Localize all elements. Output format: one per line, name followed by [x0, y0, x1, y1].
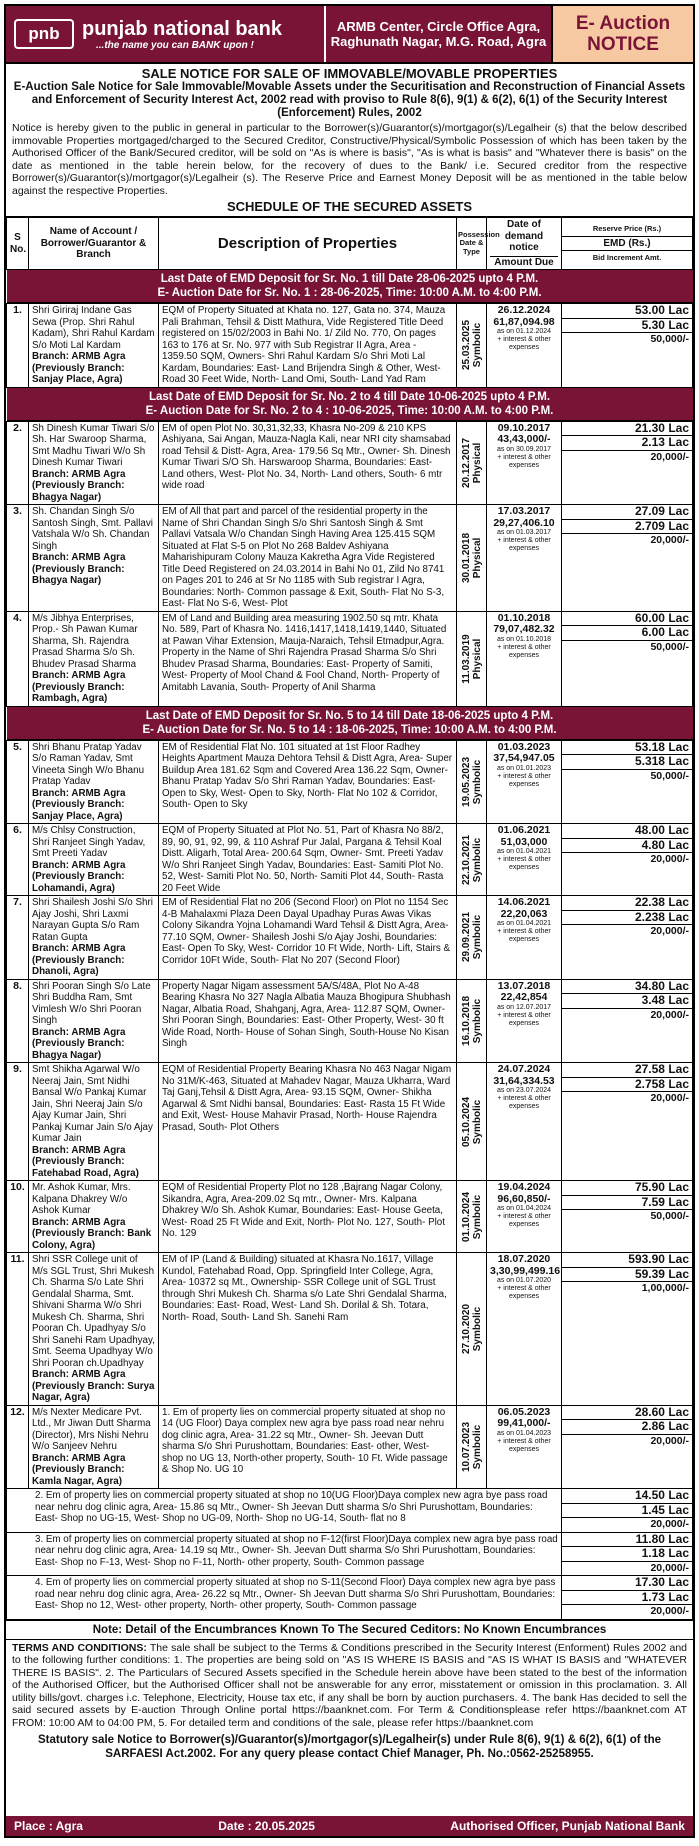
possession-type: Physical: [471, 638, 483, 679]
amount-due: 29,27,406.10: [493, 516, 555, 529]
borrower-names: Shri Giriraj Indane Gas Sewa (Prop. Shri Rahul Kadam), Shri Rahul Kardam S/o Moti Lal Kardam: [32, 305, 155, 351]
col-amount-due: Amount Due: [490, 256, 558, 269]
amount-as-on: as on 01.01.2023: [496, 764, 552, 772]
reserve-price: 11.80 Lac: [562, 1533, 692, 1548]
row-possession: [457, 304, 487, 388]
row-possession: [457, 1253, 487, 1406]
row-sno: 1.: [7, 304, 29, 388]
amount-as-on: as on 01.04.2021: [496, 848, 552, 855]
extra-property-description: 4. Em of property lies on commercial property situated at shop no S-11(Second Floor) Daya complex new agra bye pass road near nehru dog clinic agra, Area- 26.22 sq Mtr., Owner- Sh Jeevan Dutt sharma S/o Shri Purushottam, Boundaries: East- Shop no 12, West- other property, North- other property, South- Common passage: [7, 1576, 562, 1620]
emd-amount: 2.758 Lac: [562, 1078, 692, 1093]
row-possession: [457, 896, 487, 980]
interest-note: + interest & other expenses: [497, 1213, 551, 1228]
possession-text: [461, 438, 483, 488]
auction-band-1-text: [7, 270, 693, 303]
emd-amount: 2.13 Lac: [562, 436, 692, 451]
row-description: EM of Residential Flat No. 101 situated at 1st Floor Radhey Heights Apartment Mauza Dehtora Tehsil & Distt Agra, Area- Super Buildup Area 181.62 Sqm and Covered Area 136.22 Sqm, Owner- Bhanu Pratap Yadav S/o Shri Raman Yadav, Boundaries: East- Open to Sky, West- Open to Sky, North- Flat No 102 & Corridor, South- Open to Sky: [159, 740, 457, 824]
borrower-branch: Branch: ARMB Agra (Previously Branch: Sanjay Place, Agra): [32, 351, 126, 385]
possession-date: 11.03.2019: [460, 633, 472, 684]
table-row: [7, 1181, 693, 1253]
row-borrower: [29, 304, 159, 388]
footer-officer: Authorised Officer, Punjab National Bank: [450, 1819, 685, 1833]
extra-property-row: [7, 1576, 693, 1620]
possession-type: Symbolic: [471, 1424, 483, 1469]
extra-property-reserve: [562, 1532, 693, 1576]
bid-increment: 20,000/-: [650, 1092, 689, 1104]
row-borrower: [29, 1405, 159, 1489]
col-emd: EMD (Rs.): [562, 237, 692, 252]
demand-date: 26.12.2024: [497, 304, 551, 316]
row-sno: 7.: [7, 896, 29, 980]
row-description: EQM of Property Situated at Khata no. 127, Gata no. 374, Mauza Pali Brahman, Tehsil & Distt Mathura, Vide Registered Title Deed registered on 15/02/2003 in Bahi No. 1/ Zild No. 770, On pages 163 to 176 at Sr. No. 977 with Sub Registrar II Agra, Area - 1359.50 SQM, Owners- Shri Rahul Kardam S/o Shri Moti Lal Kardam, Boundaries: East- Land Brijendra Singh & Other, West- Road 30 Feet Wide, North- Land Omi, South- Land Yad Ram: [159, 304, 457, 388]
interest-note: + interest & other expenses: [497, 928, 551, 943]
table-header-row: [7, 218, 693, 270]
amount-due: 22,42,854: [500, 991, 548, 1003]
borrower-names: Smt Shikha Agarwal W/o Neeraj Jain, Smt Nidhi Bansal W/o Pankaj Kumar Jain, Shri Neeraj Jain S/o Ajay Kumar Jain, Shri Pankaj Kumar Jain S/o Ajay Kumar Jain: [32, 1064, 153, 1144]
extra-property-reserve: [562, 1489, 693, 1533]
demand-date: 14.06.2021: [497, 896, 551, 908]
row-demand: [487, 824, 562, 896]
demand-date: 18.07.2020: [497, 1253, 551, 1265]
row-sno: 12.: [7, 1405, 29, 1489]
reserve-price: 75.90 Lac: [562, 1181, 692, 1196]
extra-property-row: [7, 1489, 693, 1533]
row-borrower: [29, 1253, 159, 1406]
row-sno: 6.: [7, 824, 29, 896]
possession-text: [461, 834, 483, 884]
row-possession: [457, 505, 487, 612]
reserve-price: 14.50 Lac: [562, 1489, 692, 1504]
badge-line-2: NOTICE: [587, 34, 659, 55]
extra-property-row: [7, 1532, 693, 1576]
borrower-names: Shri SSR College unit of M/s SGL Trust, Shri Mukesh Ch. Sharma S/o Late Shri Gendalal Sharma, Smt. Shivani Sharma W/o Shri Mukesh Ch. Sharma, Shri Pooran Ch. Upadhyay S/o Shri Sanehi Ram Upadhyay, Smt. Seema Upadhyay W/o Shri Pooran ch.Upadhyay: [32, 1254, 155, 1369]
amount-due: 37,54,947.05: [493, 752, 555, 764]
reserve-price: 593.90 Lac: [562, 1253, 692, 1268]
row-description: EM of Residential Flat no 206 (Second Floor) on Plot no 1154 Sec 4-B Mahalaxmi Plaza Deen Dayal Upadhay Puras Awas Vikas Colony Sikandra Yojna Lohamandi Ward Tehsil & Distt Agra, Area- 77.10 SQM, Owner- Shailesh Joshi S/o Ajay Joshi, Boundaries: East- Open To Sky, West- Corridor 10 Ft Wide, North- Lift, Stairs & Corridor 10Ft Wide, South- Flat No 207 (Second Floor): [159, 896, 457, 980]
statutory-notice: Statutory sale Notice to Borrower(s)/Guarantor(s)/mortgagor(s)/Legalheir(s) under Rule 8(6), 9(1) & 6(2), 6(1) of the SARFAESI Act.2002. For any query please contact Chief Manager, Ph. No.:0562-25258955.: [37, 1734, 661, 1760]
bid-increment: 20,000/-: [650, 1008, 689, 1021]
row-sno: 11.: [7, 1253, 29, 1406]
amount-due: 99,41,000/-: [497, 1417, 551, 1429]
col-demand: [487, 218, 562, 270]
row-description: EM of open Plot No. 30,31,32,33, Khasra No-209 & 210 KPS Ashiyana, Sai Angan, Mauza-Nagla Kali, near NRI city shamsabad road Tehsil & Distt- Agra, Area- 179.56 Sq Mtr., Owner- Sh. Dinesh Kumar Tiwari S/O Sh. Harswaroop Sharma, Boundaries: East- Land others, West- Plot No. 34, North- Land others, South- 6 mtr wide road: [159, 421, 457, 505]
emd-amount: 2.86 Lac: [562, 1420, 692, 1435]
borrower-names: Mr. Ashok Kumar, Mrs. Kalpana Dhakrey W/o Ashok Kumar: [32, 1182, 131, 1216]
possession-text: [461, 1304, 483, 1354]
reserve-price: 53.18 Lac: [562, 741, 692, 756]
row-borrower: [29, 505, 159, 612]
row-possession: [457, 421, 487, 505]
possession-type: Symbolic: [471, 1194, 483, 1239]
borrower-names: Shri Pooran Singh S/o Late Shri Buddha Ram, Smt Vimlesh W/o Shri Pooran Singh: [32, 980, 151, 1026]
borrower-names: Shri Shailesh Joshi S/o Shri Ajay Joshi, Shri Laxmi Narayan Gupta S/o Ram Ratan Gupta: [32, 897, 153, 943]
row-demand: [487, 896, 562, 980]
row-possession: [457, 1181, 487, 1253]
office-address: ARMB Center, Circle Office Agra, Raghunath Nagar, M.G. Road, Agra: [324, 6, 553, 62]
amount-as-on: as on 23.07.2024: [496, 1087, 552, 1094]
row-sno: 8.: [7, 979, 29, 1063]
row-description: EQM of Residential Property Bearing Khasra No 463 Nagar Nigam No 31M/K-463, Situated at Mahadev Nagar, Mauza Ukharra, Ward Taj Ganj,Tehsil & Distt Agra, Area- 93.15 SQM, Owner- Shikha Agarwal & Smt Nidhi bansal, Boundaries: East- Rasta 15 Ft Wide and Exit, West- House Mahavir Prasad, North- House Rajendra Prasad, South- Plot Others: [159, 1063, 457, 1181]
row-borrower: [29, 1181, 159, 1253]
borrower-branch: Branch: ARMB Agra (Previously Branch: Lohamandi, Agra): [32, 859, 126, 894]
borrower-names: Shri Bhanu Pratap Yadav S/o Raman Yadav, Smt Vineeta Singh W/o Bhanu Pratap Yadav: [32, 741, 145, 787]
amount-as-on: as on 01.04.2024: [496, 1205, 552, 1212]
extra-property-description: 2. Em of property lies on commercial property situated at shop no 10(UG Floor)Daya complex new agra bye pass road near nehru dog clinic agra, Area- 15.86 sq Mtr., Owner- Sh Jeevan Dutt sharma S/o Shri Purushottam, Boundaries: East- Shop no UG-15, West- Shop no UG-09, North- Shop no UG-14, South- flat no 8: [7, 1489, 562, 1533]
sale-subtitle: E-Auction Sale Notice for Sale Immovable/Movable Assets under the Securitisation and Reconstruction of Financial Assets and Enforcement of Security Interest Act, 2002 read with proviso to Rule 8(6), 9(1) & 6(2), 6(1) of the Security Interest (Enforcement) Rules, 2002: [13, 81, 686, 119]
borrower-names: Sh. Chandan Singh S/o Santosh Singh, Smt. Pallavi Vatshala W/o Sh. Chandan Singh: [32, 506, 153, 552]
row-description: EM of All that part and parcel of the residential property in the Name of Shri Chandan Singh S/o Shri Santosh Singh & Smt Pallavi Vatsala W/o Chandan Singh Having Area 125.415 SQM Situated at Flat S-5 on Plot No 268 Baldev Ashiyana Maharishipuram Colony Mauza Kakretha Agra Vide Registered Title Deed Registered on 24.03.2014 in Bahi No 01, Zild No 8741 on Pages 201 to 246 at Sr No 1185 with Sub registrar I Agra, Boundaries: North- Common passage & Exit, South- Flat No S-3, East- Flat No S-6, West- Plot: [159, 505, 457, 612]
row-reserve: [562, 896, 693, 980]
bid-increment: 50,000/-: [650, 640, 689, 653]
reserve-price: 27.09 Lac: [562, 505, 692, 520]
auction-band-3-text: [7, 707, 693, 740]
auction-band-2-text: [7, 388, 693, 421]
demand-date: 19.04.2024: [497, 1181, 551, 1193]
bid-increment: 20,000/-: [650, 853, 689, 865]
footer: [6, 1816, 693, 1836]
row-reserve: [562, 304, 693, 388]
bank-logo: [6, 6, 324, 62]
amount-due: 61,87,094.98: [493, 315, 555, 328]
possession-type: Symbolic: [471, 915, 483, 960]
reserve-price: 53.00 Lac: [562, 304, 692, 319]
schedule-title: SCHEDULE OF THE SECURED ASSETS: [6, 197, 693, 217]
possession-date: 16.10.2018: [460, 995, 472, 1046]
possession-text: [461, 996, 483, 1046]
row-demand: [487, 1181, 562, 1253]
borrower-names: M/s Chlsy Construction, Shri Ranjeet Singh Yadav, Smt Preeti Yadav: [32, 825, 146, 859]
row-reserve: [562, 1253, 693, 1406]
row-possession: [457, 740, 487, 824]
emd-amount: 3.48 Lac: [562, 994, 692, 1009]
amount-as-on: as on 30.09.2017: [496, 445, 552, 453]
possession-date: 22.10.2021: [460, 834, 472, 885]
possession-type: Physical: [471, 442, 483, 484]
interest-note: + interest & other expenses: [497, 856, 551, 871]
emd-amount: 1.73 Lac: [562, 1591, 692, 1606]
amount-as-on: as on 01.07.2020: [496, 1277, 552, 1284]
possession-type: Physical: [471, 537, 483, 579]
row-demand: [487, 304, 562, 388]
possession-type: Symbolic: [471, 998, 483, 1043]
bank-tagline: ...the name you can BANK upon !: [96, 39, 254, 51]
amount-due: 43,43,000/-: [497, 433, 551, 445]
table-row: [7, 1063, 693, 1181]
row-reserve: [562, 824, 693, 896]
row-borrower: [29, 421, 159, 505]
notice-page: [4, 4, 695, 1838]
row-possession: [457, 1405, 487, 1489]
row-borrower: [29, 896, 159, 980]
demand-date: 01.03.2023: [497, 740, 551, 753]
possession-type: Symbolic: [471, 1099, 483, 1144]
badge-line-1: E- Auction: [575, 13, 671, 34]
row-demand: [487, 1253, 562, 1406]
borrower-branch: Branch: ARMB Agra (Previously Branch: Rambagh, Agra): [32, 670, 126, 704]
bid-increment: 50,000/-: [650, 333, 689, 345]
schedule-table: [6, 217, 693, 1620]
eauction-badge: [553, 6, 693, 62]
auction-band-3-line-2: E- Auction Date for Sr. No. 5 to 14 : 18-06-2025, Time: 10:00 A.M. to 4:00 P.M.: [142, 723, 557, 736]
table-row: [7, 1253, 693, 1406]
interest-note: + interest & other expenses: [497, 453, 551, 469]
borrower-branch: Branch: ARMB Agra (Previously Branch: Bhagya Nagar): [32, 552, 126, 586]
possession-date: 05.10.2024: [460, 1096, 472, 1147]
bid-increment: 20,000/-: [650, 1605, 689, 1617]
borrower-branch: Branch: ARMB Agra (Previously Branch: Dhanoli, Agra): [32, 943, 126, 977]
row-demand: [487, 1405, 562, 1489]
table-row: [7, 979, 693, 1063]
table-row: [7, 1405, 693, 1489]
possession-type: Symbolic: [471, 837, 483, 882]
row-description: EQM of Residential Property Plot no 128 ,Bajrang Nagar Colony, Sikandra, Agra, Area-209.02 Sq mtr., Owner- Mrs. Kalpana Dhakrey W/o Sh. Ashok Kumar, Boundaries: East- House Geeta, West- Road 25 Ft Wide and Exit, North- Plot No. 127, South- Plot No. 129: [159, 1181, 457, 1253]
amount-as-on: as on 01.03.2017: [496, 529, 552, 536]
row-demand: [487, 421, 562, 505]
possession-text: [461, 533, 483, 583]
possession-date: 30.01.2018: [460, 532, 472, 583]
interest-note: + interest & other expenses: [497, 1437, 551, 1453]
auction-band-3-line-1: Last Date of EMD Deposit for Sr. No. 5 to 14 till Date 18-06-2025 upto 4 P.M.: [145, 709, 554, 722]
possession-text: [461, 634, 483, 684]
extra-property-reserve: [562, 1576, 693, 1620]
emd-amount: 5.30 Lac: [562, 319, 692, 334]
row-description: EQM of Property Situated at Plot No. 51, Part of Khasra No 88/2, 89, 90, 91, 92, 99, & 110 Ashraf Pur Jalal, Pargana & Tehsil Koal Distt. Aligarh, Total Area- 200.64 Sqm, Owner- Smt. Preeti Yadav W/o Shri Ranjeet Singh Yadav, Boundaries: East- Samiti Plot No. 52, West- Samiti Plot No. 50, North- Samiti Plot 44, South- Rasta 20 Feet Wide: [159, 824, 457, 896]
amount-due: 79,07,482.32: [493, 623, 555, 635]
demand-date: 06.05.2023: [497, 1405, 551, 1418]
bid-increment: 20,000/-: [650, 450, 689, 463]
emd-amount: 6.00 Lac: [562, 626, 692, 641]
row-reserve: [562, 1063, 693, 1181]
col-sno: S No.: [7, 218, 29, 270]
col-reserve: [562, 218, 693, 270]
row-demand: [487, 505, 562, 612]
row-possession: [457, 1063, 487, 1181]
demand-date: 01.10.2018: [497, 611, 551, 624]
reserve-price: 17.30 Lac: [562, 1576, 692, 1591]
bid-increment: 50,000/-: [650, 1210, 689, 1222]
bid-increment: 20,000/-: [650, 1434, 689, 1447]
col-demand-date: Date of demand notice: [504, 219, 544, 253]
row-demand: [487, 979, 562, 1063]
emd-amount: 5.318 Lac: [562, 755, 692, 770]
row-sno: 5.: [7, 740, 29, 824]
amount-due: 51,03,000: [500, 835, 548, 848]
row-borrower: [29, 740, 159, 824]
bank-name: punjab national bank: [82, 17, 283, 40]
footer-date: Date : 20.05.2025: [218, 1819, 315, 1833]
amount-as-on: as on 12.07.2017: [496, 1003, 552, 1011]
amount-as-on: as on 01.04.2023: [496, 1429, 552, 1437]
row-reserve: [562, 1405, 693, 1489]
emd-amount: 1.18 Lac: [562, 1547, 692, 1562]
row-reserve: [562, 611, 693, 706]
borrower-branch: Branch: ARMB Agra (Previously Branch: Kamla Nagar, Agra): [32, 1452, 126, 1487]
amount-due: 22,20,063: [500, 907, 548, 920]
row-reserve: [562, 505, 693, 612]
reserve-price: 34.80 Lac: [562, 980, 692, 995]
demand-date: 01.06.2021: [497, 824, 551, 836]
possession-text: [461, 757, 483, 807]
reserve-price: 60.00 Lac: [562, 612, 692, 627]
row-description: Property Nagar Nigam assessment 5A/S/48A, Plot No A-48 Bearing Khasra No 327 Nagla Albatia Mauza Bhogipura Shubhash Nagar, Albatia Road, Shahganj, Agra, Area- 112.87 SQM, Owner- Shri Pooran Singh, Boundaries: East- Other Property, West- 30 ft Wide Road, North- House of Sohan Singh, South-House No Kisan Singh: [159, 979, 457, 1063]
col-name: Name of Account / Borrower/Guarantor & Branch: [29, 218, 159, 270]
amount-as-on: as on 01.04.2021: [496, 920, 552, 927]
row-sno: 4.: [7, 611, 29, 706]
bid-increment: 20,000/-: [650, 1561, 689, 1574]
table-row: [7, 304, 693, 388]
row-borrower: [29, 611, 159, 706]
borrower-names: Sh Dinesh Kumar Tiwari S/o Sh. Har Swaroop Sharma, Smt Madhu Tiwari W/o Sh Dinesh Kumar Tiwari: [32, 422, 155, 468]
reserve-price: 21.30 Lac: [562, 422, 692, 437]
terms-text: The sale shall be subject to the Terms & Conditions prescribed in the Security Interest (Enforment) Rules 2002 and to the following further conditions: 1. The properties are being sold on "AS IS WHERE IS BASIS and "AS IS WHAT IS BASIS and "WHATEVER THERE IS BASIS". 2. The Particulars of Secured Assets specified in the Schedule herein above have been stated to the best of the information of the Authorised Officer, but the Authorised Officer shall not be answerable for any error, misstatement or omission in this proclamation. 3. All utility bills/govt. charges i.c. Telephone, Electricity, House tax etc, if any shall be born by auction purchasers. 4. The bank Has decided to sell the said secured assets by E-auction Through Online portal https://baanknet.com. For Term & Conditionsplease refer https://baanknet.com AT FROM: 10:00 AM to 04:00 PM, 5. For detailed term and conditions of the sale, please refer https://baanknet.com: [12, 1641, 687, 1729]
extra-property-description: 3. Em of property lies on commercial property situated at shop no F-12(first Floor)Daya complex new agra bye pass road near nehru dog clinic agra, Area- 14.19 sq Mtr., Owner- Sh. Jeevan Dutt sharma S/o Shri Purushottam, Boundaries: East- Shop no F-13, West- Shop no F-11, North- other property, South- Common passage: [7, 1532, 562, 1576]
auction-band-2-line-2: E- Auction Date for Sr. No. 2 to 4 : 10-06-2025, Time: 10:00 A.M. to 4:00 P.M.: [145, 404, 554, 417]
table-row: [7, 505, 693, 612]
footer-place: Place : Agra: [14, 1819, 83, 1833]
pnb-logo-mark: pnb: [14, 19, 74, 49]
col-description: Description of Properties: [159, 218, 457, 270]
possession-date: 19.05.2023: [460, 756, 472, 807]
col-bid-increment: Bid Increment Amt.: [592, 253, 662, 263]
emd-amount: 59.39 Lac: [562, 1268, 692, 1283]
row-borrower: [29, 979, 159, 1063]
assets-table: [6, 217, 693, 1620]
row-demand: [487, 740, 562, 824]
row-reserve: [562, 421, 693, 505]
interest-note: + interest & other expenses: [497, 1285, 551, 1300]
encumbrance-note: Note: Detail of the Encumbrances Known To The Secured Ceditors: No Known Encumbrances: [6, 1620, 693, 1640]
row-possession: [457, 824, 487, 896]
table-row: [7, 740, 693, 824]
interest-note: + interest & other expenses: [497, 772, 551, 788]
possession-type: Symbolic: [471, 323, 483, 368]
amount-due: 96,60,850/-: [497, 1192, 551, 1205]
amount-as-on: as on 01.10.2018: [496, 635, 552, 643]
row-possession: [457, 611, 487, 706]
amount-as-on: as on 01.12.2024: [496, 328, 552, 335]
borrower-branch: Branch: ARMB Agra (Previously Branch: Bank Colony, Agra): [32, 1216, 152, 1251]
borrower-names: M/s Jibhya Enterprises, Prop.- Sh Pawan Kumar Sharma, Sh. Rajendra Prasad Sharma S/o Sh. Bhudev Prasad Sharma: [32, 612, 138, 670]
borrower-branch: Branch: ARMB Agra (Previously Branch: Sanjay Place, Agra): [32, 787, 126, 822]
possession-type: Symbolic: [471, 1306, 483, 1351]
borrower-branch: Branch: ARMB Agra (Previously Branch: Surya Nagar, Agra): [32, 1369, 155, 1403]
row-borrower: [29, 824, 159, 896]
emd-amount: 2.238 Lac: [562, 911, 692, 926]
table-row: [7, 421, 693, 505]
borrower-names: M/s Nexter Medicare Pvt. Ltd., Mr Jiwan Dutt Sharma (Director), Mrs Nishi Nehru W/o Sanjeev Nehru: [32, 1406, 151, 1452]
possession-type: Symbolic: [471, 759, 483, 804]
bid-increment: 20,000/-: [650, 925, 689, 937]
interest-note: + interest & other expenses: [497, 336, 551, 351]
interest-note: + interest & other expenses: [497, 1011, 551, 1027]
auction-band-2: [7, 387, 693, 421]
demand-date: 17.03.2017: [497, 505, 551, 517]
amount-due: 31,64,334.53: [493, 1074, 555, 1087]
table-row: [7, 824, 693, 896]
borrower-branch: Branch: ARMB Agra (Previously Branch: Bhagya Nagar): [32, 468, 126, 503]
possession-date: 27.10.2020: [460, 1303, 472, 1354]
possession-text: [461, 1422, 483, 1472]
row-reserve: [562, 740, 693, 824]
bid-increment: 1,00,000/-: [641, 1282, 689, 1294]
possession-text: [461, 912, 483, 962]
table-row: [7, 611, 693, 706]
col-possession: Possession Date & Type: [457, 218, 487, 270]
row-reserve: [562, 1181, 693, 1253]
interest-note: + interest & other expenses: [497, 643, 551, 659]
emd-amount: 2.709 Lac: [562, 520, 692, 535]
row-reserve: [562, 979, 693, 1063]
interest-note: + interest & other expenses: [497, 1095, 551, 1110]
auction-band-1-line-2: E- Auction Date for Sr. No. 1 : 28-06-2025, Time: 10:00 A.M. to 4:00 P.M.: [157, 287, 542, 299]
sale-title: SALE NOTICE FOR SALE OF IMMOVABLE/MOVABLE PROPERTIES: [141, 66, 558, 81]
borrower-branch: Branch: ARMB Agra (Previously Branch: Fatehabad Road, Agra): [32, 1144, 139, 1179]
header: [6, 6, 693, 64]
possession-text: [461, 320, 483, 370]
notice-text: Notice is hereby given to the public in general in particular to the Borrower(s)/Guarantor(s)/mortgagor(s)/Legalheir (s) that the below described immovable Properties mortgaged/charged to the Secured Creditor, Constructive/Physical/Symbolic Possession of which has been taken by the Authorised Officer of the Bank/Secured creditor, will be sold on "As is where is basis", "As is what is basis" and "Whatever there is basis" on the date as mentioned in the table herein below, for the recovery of dues to the Bank/ i.e. Secured creditor from the respective Borrower(s)/Guarantor(s)/mortgagor(s)/Legalheir (s). The Reserve Price and Earnest Money Deposit will be as mentioned in the table below against the respective Properties.: [12, 122, 687, 197]
terms-block: [6, 1640, 693, 1732]
possession-text: [461, 1191, 483, 1241]
borrower-branch: Branch: ARMB Agra (Previously Branch: Bhagya Nagar): [32, 1026, 126, 1061]
amount-due: 3,30,99,499.16: [490, 1264, 561, 1277]
row-description: EM of Land and Building area measuring 1902.50 sq mtr. Khata No. 589, Part of Khasra No. 1416,1417,1418,1419,1440, Situated at Pawan Vihar Extension, Mauja-Naraich, Tehsil Etmadpur,Agra. Property in the Name of Shri Rajendra Prasad Sharma S/o Shri Bhudev Prasad Sharma, Boundaries: East- Property of Samiti, West- Property of Mool Chand & Fool Chand, North- Property of Amitabh Lavania, South- Property of Anil Sharma: [159, 611, 457, 706]
row-demand: [487, 1063, 562, 1181]
row-sno: 2.: [7, 421, 29, 505]
bid-increment: 20,000/-: [650, 1518, 689, 1530]
auction-band-1: [7, 270, 693, 304]
possession-date: 01.10.2024: [460, 1191, 472, 1242]
demand-date: 24.07.2024: [497, 1063, 551, 1075]
reserve-price: 28.60 Lac: [562, 1406, 692, 1421]
row-sno: 10.: [7, 1181, 29, 1253]
row-description: 1. Em of property lies on commercial property situated at shop no 14 (UG Floor) Daya complex new agra bye pass road near nehru dog clinic agra, Area- 31.22 sq Mtr., Owner- Sh. Jeevan Dutt sharma S/o Shri Purushottam, Boundaries: East- other, West- shop no UG 13, North-other property, South- 10 Ft. Wide passage & Shop No. UG 10: [159, 1405, 457, 1489]
reserve-price: 22.38 Lac: [562, 896, 692, 911]
auction-band-2-line-1: Last Date of EMD Deposit for Sr. No. 2 to 4 till Date 10-06-2025 upto 4 P.M.: [148, 390, 551, 403]
auction-band-3: [7, 706, 693, 740]
row-borrower: [29, 1063, 159, 1181]
row-sno: 3.: [7, 505, 29, 612]
emd-amount: 7.59 Lac: [562, 1196, 692, 1211]
possession-date: 20.12.2017: [460, 437, 472, 488]
row-demand: [487, 611, 562, 706]
col-reserve-price: Reserve Price (Rs.): [562, 222, 692, 237]
possession-date: 25.03.2025: [460, 320, 472, 371]
emd-amount: 4.80 Lac: [562, 839, 692, 854]
reserve-price: 48.00 Lac: [562, 824, 692, 839]
possession-text: [461, 1096, 483, 1146]
possession-date: 10.07.2023: [460, 1421, 472, 1472]
possession-date: 29.09.2021: [460, 912, 472, 963]
terms-label: TERMS AND CONDITIONS:: [12, 1641, 147, 1654]
table-row: [7, 896, 693, 980]
row-possession: [457, 979, 487, 1063]
demand-date: 09.10.2017: [497, 421, 551, 434]
bid-increment: 20,000/-: [650, 534, 689, 546]
reserve-price: 27.58 Lac: [562, 1063, 692, 1078]
row-description: EM of IP (Land & Building) situated at Khasra No.1617, Village Kundol, Fatehabad Road, Opp. Springfield Inter College, Agra, Area- 10372 sq Mt., Ownership- SSR College unit of SGL Trust through Shri Mukesh Ch. Sharma s/o Late Shri Gendalal Sharma, Boundaries: East- Road, West- Land Sh. Dorilal & Sh. Totara, North- Road, South- Land Sh. Sanehi Ram: [159, 1253, 457, 1406]
auction-band-1-line-1: Last Date of EMD Deposit for Sr. No. 1 till Date 28-06-2025 upto 4 P.M.: [160, 273, 539, 285]
interest-note: + interest & other expenses: [497, 537, 551, 552]
row-sno: 9.: [7, 1063, 29, 1181]
emd-amount: 1.45 Lac: [562, 1504, 692, 1519]
bid-increment: 50,000/-: [650, 769, 689, 782]
demand-date: 13.07.2018: [497, 979, 551, 992]
